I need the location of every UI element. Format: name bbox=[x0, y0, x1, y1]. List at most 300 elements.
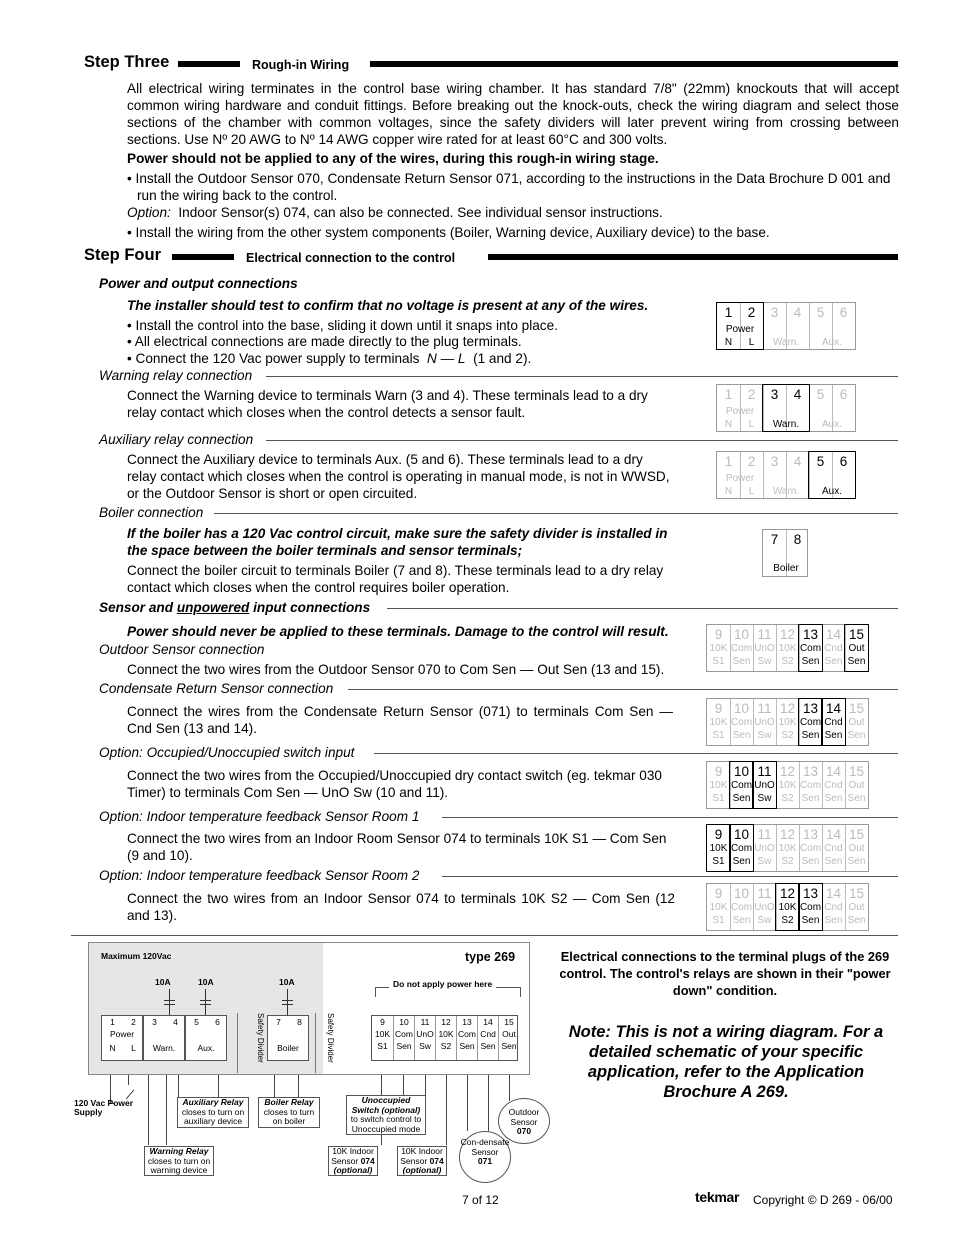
safety-divider bbox=[237, 1013, 255, 1073]
terminal-separator bbox=[845, 884, 846, 930]
boiler-warning: If the boiler has a 120 Vac control circuit, make sure the safety divider is installed in the space between the boiler terminals and sensor terminals; bbox=[127, 526, 668, 558]
section-rule bbox=[374, 753, 898, 754]
rough-in-warning: Power should not be applied to any of the wires, during this rough-in wiring stage. bbox=[127, 151, 659, 166]
outdoor-sensor-text: Connect the two wires from the Outdoor Sensor 070 to Com Sen — Out Sen (13 and 15). bbox=[127, 662, 665, 677]
terminal-separator bbox=[730, 884, 731, 930]
terminal-strip-sensor bbox=[706, 761, 869, 809]
terminal-label: Out bbox=[848, 902, 865, 913]
terminal-cell bbox=[822, 825, 845, 871]
wire bbox=[166, 1075, 167, 1145]
terminal-label: Com bbox=[730, 643, 753, 654]
terminal-label: Com bbox=[730, 902, 753, 913]
wire bbox=[467, 1075, 468, 1131]
terminal-label: Sen bbox=[847, 730, 866, 741]
terminal-number: 10 bbox=[733, 764, 750, 779]
terminal-label: 10K bbox=[709, 902, 728, 913]
sensor-warning: Power should never be applied to these terminals. Damage to the control will result. bbox=[127, 624, 669, 639]
terminal-number: 15 bbox=[848, 627, 865, 642]
auxiliary-relay-text: Connect the Auxiliary device to terminals Aux. (5 and 6). These terminals lead to a dry relay contact which closes when the control is operating in manual mode, is not in WWSD, or the Outdoor Sensor is short or open circuited. bbox=[127, 452, 670, 501]
warn-label: Warn. bbox=[772, 419, 800, 430]
terminal-label: 10K bbox=[778, 643, 797, 654]
fuse-rating: 10A bbox=[155, 977, 171, 987]
terminal-highlight bbox=[798, 624, 823, 672]
terminal-label: S1 bbox=[712, 793, 725, 804]
section-rule bbox=[442, 876, 898, 877]
terminal-label: Com bbox=[799, 902, 822, 913]
line-label: L bbox=[748, 419, 755, 430]
terminal-label: S2 bbox=[781, 656, 794, 667]
terminal-label: Sen bbox=[396, 1041, 412, 1051]
terminal-cell bbox=[707, 884, 730, 930]
section-rule bbox=[214, 513, 898, 514]
terminal-label: 10K bbox=[778, 843, 797, 854]
terminal-label: UnO bbox=[754, 902, 775, 913]
terminal-separator bbox=[730, 699, 731, 745]
relay-contact-icon bbox=[287, 989, 288, 1015]
type-label: type 269 bbox=[465, 950, 516, 964]
terminal-label: UnO bbox=[754, 780, 775, 791]
terminal-number: 4 bbox=[793, 387, 802, 402]
terminal-cell bbox=[799, 825, 822, 871]
safety-divider-label: Safety Divider bbox=[326, 1013, 335, 1063]
terminal-label: Sw bbox=[757, 656, 772, 667]
terminal-label: Sen bbox=[847, 915, 866, 926]
bullet-system-components: • Install the wiring from the other system components (Boiler, Warning device, Auxiliary device) to the base. bbox=[127, 225, 770, 240]
terminal-number: 9 bbox=[714, 827, 723, 842]
fuse-rating: 10A bbox=[198, 977, 214, 987]
diagram-terminal-group bbox=[101, 1015, 143, 1061]
terminal-number: 6 bbox=[839, 387, 848, 402]
terminal-number: 6 bbox=[839, 454, 848, 469]
step-four-header bbox=[84, 247, 898, 267]
terminal-number: 3 bbox=[770, 454, 779, 469]
terminal-number: 10 bbox=[733, 627, 750, 642]
power-bullet-2: • All electrical connections are made directly to the plug terminals. bbox=[127, 334, 522, 349]
terminal-label: Com bbox=[799, 717, 822, 728]
terminal-separator bbox=[730, 625, 731, 671]
terminal-label: Out bbox=[848, 780, 865, 791]
terminal-label: 10K bbox=[709, 780, 728, 791]
terminal-number: 14 bbox=[825, 627, 842, 642]
terminal-number: 12 bbox=[441, 1017, 451, 1027]
terminal-label: Com bbox=[799, 780, 822, 791]
terminal-cell bbox=[707, 762, 730, 808]
diagram-terminal bbox=[414, 1016, 435, 1060]
terminal-separator bbox=[753, 884, 754, 930]
terminal-number: 10 bbox=[733, 701, 750, 716]
diagram-terminal bbox=[435, 1016, 456, 1060]
terminal-label: Sen bbox=[459, 1041, 475, 1051]
terminal-label: Sen bbox=[732, 656, 751, 667]
room1-text: Connect the two wires from an Indoor Room Sensor 074 to terminals 10K S1 — Com Sen (9 and 10). bbox=[127, 831, 667, 863]
condensate-text: Connect the wires from the Condensate Return Sensor (071) to terminals Com Sen — Cnd Sen (13 and 14). bbox=[127, 704, 673, 736]
terminal-label: Sen bbox=[847, 856, 866, 867]
terminal-number: 8 bbox=[793, 532, 802, 547]
terminal-cell bbox=[753, 699, 776, 745]
boiler-text: Connect the boiler circuit to terminals Boiler (7 and 8). These terminals lead to a dry relay contact which closes when the control requires boiler operation. bbox=[127, 563, 664, 595]
section-rule bbox=[266, 440, 898, 441]
terminal-cell bbox=[730, 699, 753, 745]
power-label: Power bbox=[725, 473, 755, 484]
terminal-number: 2 bbox=[747, 387, 756, 402]
diagram-terminal-group bbox=[267, 1015, 309, 1061]
terminal-number: 10 bbox=[733, 886, 750, 901]
terminal-number: 11 bbox=[420, 1017, 430, 1027]
terminal-highlight bbox=[844, 624, 869, 672]
wire bbox=[403, 1075, 404, 1095]
auxiliary-relay-heading: Auxiliary relay connection bbox=[99, 432, 254, 447]
terminal-number: 13 bbox=[802, 627, 819, 642]
terminal-strip-sensor bbox=[706, 824, 869, 872]
terminal-label: S1 bbox=[712, 915, 725, 926]
terminal-number: 14 bbox=[825, 764, 842, 779]
terminal-cell bbox=[845, 825, 868, 871]
terminal-label: Cnd bbox=[824, 717, 843, 728]
terminal-strip-sensor bbox=[706, 698, 869, 746]
terminal-separator bbox=[776, 625, 777, 671]
header-bar bbox=[172, 254, 234, 260]
terminal-number: 13 bbox=[802, 764, 819, 779]
terminal-number: 6 bbox=[839, 305, 848, 320]
boiler-label: Boiler bbox=[773, 563, 799, 574]
terminal-highlight bbox=[716, 302, 764, 350]
terminal-number: 9 bbox=[380, 1017, 385, 1027]
aux-label: Aux. bbox=[821, 419, 842, 430]
terminal-number: 4 bbox=[793, 454, 802, 469]
neutral-label: N bbox=[724, 419, 733, 430]
terminal-label: 10K bbox=[374, 1029, 391, 1039]
occupied-switch-text: Connect the two wires from the Occupied/Unoccupied dry contact switch (eg. tekmar 030 Timer) to terminals Com Sen — UnO Sw (10 and 11). bbox=[127, 768, 662, 800]
terminal-strip-power bbox=[716, 451, 856, 499]
aux-label: Aux. bbox=[821, 337, 842, 348]
terminal-label: S2 bbox=[440, 1041, 452, 1051]
occupied-switch-heading: Option: Occupied/Unoccupied switch input bbox=[99, 745, 355, 760]
terminal-number: 3 bbox=[152, 1017, 157, 1027]
terminal-label: UnO bbox=[754, 717, 775, 728]
terminal-number: 1 bbox=[110, 1017, 115, 1027]
relay-contact-icon bbox=[282, 1004, 293, 1005]
terminal-separator bbox=[753, 625, 754, 671]
diagram-terminal bbox=[477, 1016, 498, 1060]
terminal-number: 14 bbox=[825, 886, 842, 901]
terminal-label: Out bbox=[502, 1029, 516, 1039]
power-label: Power bbox=[109, 1029, 135, 1039]
terminal-label: Sen bbox=[801, 793, 820, 804]
terminal-cell bbox=[753, 825, 776, 871]
outdoor-sensor-circle: Outdoor Sensor 070 bbox=[498, 1098, 550, 1144]
terminal-number: 9 bbox=[714, 701, 723, 716]
terminal-number: 4 bbox=[173, 1017, 178, 1027]
terminal-separator bbox=[845, 762, 846, 808]
relay-contact-icon bbox=[205, 989, 206, 1015]
terminal-label: S1 bbox=[712, 730, 725, 741]
terminal-number: 5 bbox=[194, 1017, 199, 1027]
terminal-label: 10K bbox=[778, 717, 797, 728]
terminal-label: S1 bbox=[377, 1041, 388, 1051]
terminal-highlight bbox=[706, 824, 731, 872]
terminal-label: Com bbox=[799, 643, 822, 654]
terminal-label: S2 bbox=[781, 730, 794, 741]
wire bbox=[488, 1075, 489, 1131]
terminal-number: 11 bbox=[757, 827, 772, 842]
diagram-terminal-group bbox=[371, 1015, 518, 1061]
terminal-label: Sw bbox=[757, 856, 772, 867]
terminal-number: 2 bbox=[131, 1017, 136, 1027]
terminal-label: Com bbox=[730, 843, 753, 854]
section-rule bbox=[348, 689, 898, 690]
wire bbox=[128, 1075, 129, 1085]
terminal-number: 13 bbox=[802, 886, 819, 901]
terminal-separator bbox=[799, 825, 800, 871]
terminal-cell bbox=[730, 884, 753, 930]
terminal-separator bbox=[776, 825, 777, 871]
terminal-cell bbox=[707, 699, 730, 745]
terminal-separator bbox=[753, 699, 754, 745]
terminal-highlight bbox=[762, 384, 810, 432]
terminal-number: 5 bbox=[816, 387, 825, 402]
terminal-label: Sw bbox=[757, 793, 772, 804]
terminal-strip-sensor bbox=[706, 624, 869, 672]
warn-label: Warn. bbox=[772, 337, 800, 348]
terminal-label: Sen bbox=[480, 1041, 496, 1051]
power-warning: The installer should test to confirm that no voltage is present at any of the wires. bbox=[127, 298, 649, 313]
terminal-number: 3 bbox=[770, 305, 779, 320]
tekmar-logo: tekmar bbox=[695, 1189, 740, 1205]
relay-contact-icon bbox=[169, 989, 170, 1015]
power-label: Power bbox=[725, 406, 755, 417]
fuse-rating: 10A bbox=[279, 977, 295, 987]
terminal-label: Sen bbox=[847, 656, 866, 667]
terminal-label: S2 bbox=[781, 793, 794, 804]
power-output-heading: Power and output connections bbox=[99, 276, 298, 291]
aux-label: Aux. bbox=[821, 486, 842, 497]
terminal-number: 11 bbox=[757, 886, 772, 901]
terminal-label: Sen bbox=[824, 793, 843, 804]
wire bbox=[148, 1075, 149, 1145]
diagram-terminal-group bbox=[185, 1015, 227, 1061]
terminal-number: 15 bbox=[848, 827, 865, 842]
terminal-number: 2 bbox=[747, 305, 756, 320]
relay-contact-icon bbox=[200, 1004, 211, 1005]
warn-label: Warn. bbox=[152, 1043, 176, 1053]
terminal-cell bbox=[845, 762, 868, 808]
power-supply-label: 120 Vac Power Supply bbox=[74, 1098, 134, 1117]
terminal-number: 4 bbox=[793, 305, 802, 320]
terminal-label: Com bbox=[730, 717, 753, 728]
terminal-label: 10K bbox=[438, 1029, 454, 1039]
terminal-label: Sen bbox=[732, 793, 751, 804]
relay-contact-icon bbox=[164, 1000, 175, 1001]
diagram-caption: Electrical connections to the terminal plugs of the 269 control. The control's relays are shown in their "power down" condition. bbox=[559, 949, 891, 998]
terminal-strip-power bbox=[716, 302, 856, 350]
terminal-number: 14 bbox=[483, 1017, 493, 1027]
terminal-label: UnO bbox=[416, 1029, 434, 1039]
terminal-label: S2 bbox=[781, 915, 794, 926]
max-voltage-label: Maximum 120Vac bbox=[101, 951, 172, 961]
step-three-paragraph: All electrical wiring terminates in the control base wiring chamber. It has standard 7/8" (22mm) knockouts that will accept common wiring hardware and conduit fittings. Before breaking out the knock-outs, check the wiring diagram and select those sections of the chamber with common voltages, since the safety dividers will later prevent wiring from crossing between sections. Use Nº 20 AWG to Nº 14 AWG copper wire rated for at least 60°C and 300 volts. bbox=[127, 81, 899, 147]
line-label: L bbox=[748, 337, 755, 348]
diagram-terminal-group bbox=[143, 1015, 185, 1061]
terminal-label: Sen bbox=[732, 730, 751, 741]
terminal-label: Com bbox=[395, 1029, 413, 1039]
terminal-cell bbox=[845, 699, 868, 745]
wire bbox=[274, 1075, 275, 1097]
terminal-number: 5 bbox=[816, 305, 825, 320]
terminal-number: 15 bbox=[848, 886, 865, 901]
diagram-terminal bbox=[498, 1016, 519, 1060]
step-four-subtitle: Electrical connection to the control bbox=[246, 251, 456, 265]
neutral-label: N bbox=[724, 486, 733, 497]
terminal-number: 12 bbox=[779, 627, 796, 642]
boiler-relay-box: Boiler Relay closes to turn on boiler bbox=[258, 1097, 320, 1128]
neutral-label: N bbox=[109, 1043, 116, 1053]
terminal-highlight bbox=[798, 698, 823, 746]
terminal-label: 10K bbox=[709, 717, 728, 728]
terminal-label: Com bbox=[799, 843, 822, 854]
terminal-number: 8 bbox=[297, 1017, 302, 1027]
room2-text: Connect the two wires from an Indoor Sensor 074 to terminals 10K S2 — Com Sen (12 and 13). bbox=[127, 891, 675, 923]
section-rule bbox=[442, 817, 898, 818]
terminal-label: 10K bbox=[709, 843, 728, 854]
wire bbox=[509, 1075, 510, 1101]
terminal-label: Sen bbox=[824, 730, 843, 741]
indoor-sensor-2-box: 10K Indoor Sensor 074 (optional) bbox=[397, 1146, 447, 1176]
header-bar bbox=[488, 254, 898, 260]
terminal-number: 11 bbox=[757, 764, 772, 779]
terminal-number: 12 bbox=[779, 827, 796, 842]
terminal-label: Sen bbox=[801, 656, 820, 667]
terminal-label: 10K bbox=[709, 643, 728, 654]
terminal-label: Com bbox=[458, 1029, 476, 1039]
terminal-label: Sen bbox=[801, 730, 820, 741]
power-bullet-1: • Install the control into the base, sliding it down until it snaps into place. bbox=[127, 318, 558, 333]
room2-heading: Option: Indoor temperature feedback Sensor Room 2 bbox=[99, 868, 420, 883]
terminal-label: Cnd bbox=[824, 843, 843, 854]
terminal-number: 7 bbox=[276, 1017, 281, 1027]
terminal-label: Sw bbox=[757, 915, 772, 926]
warning-relay-heading: Warning relay connection bbox=[99, 368, 253, 383]
terminal-cell bbox=[822, 762, 845, 808]
terminal-label: Out bbox=[848, 717, 865, 728]
terminal-diagram bbox=[88, 942, 530, 1075]
terminal-label: Sen bbox=[824, 856, 843, 867]
sensor-input-heading: Sensor and unpowered input connections bbox=[99, 600, 371, 615]
terminal-number: 12 bbox=[779, 886, 796, 901]
header-bar bbox=[178, 61, 240, 67]
indoor-sensor-1-box: 10K Indoor Sensor 074 (optional) bbox=[328, 1146, 378, 1176]
terminal-cell bbox=[799, 762, 822, 808]
terminal-label: Out bbox=[848, 643, 865, 654]
auxiliary-relay-box: Auxiliary Relay closes to turn on auxiliary device bbox=[177, 1097, 249, 1128]
terminal-number: 13 bbox=[462, 1017, 472, 1027]
terminal-number: 11 bbox=[757, 627, 772, 642]
header-bar bbox=[370, 61, 898, 67]
terminal-cell bbox=[707, 625, 730, 671]
diagram-terminal bbox=[456, 1016, 477, 1060]
terminal-number: 15 bbox=[848, 764, 865, 779]
terminal-cell bbox=[753, 625, 776, 671]
relay-contact-icon bbox=[164, 1004, 175, 1005]
terminal-strip-sensor bbox=[706, 883, 869, 931]
section-rule bbox=[387, 608, 898, 609]
terminal-label: Sen bbox=[501, 1041, 517, 1051]
terminal-label: S2 bbox=[781, 856, 794, 867]
terminal-cell bbox=[822, 884, 845, 930]
terminal-label: Sen bbox=[824, 656, 843, 667]
terminal-label: 10K bbox=[778, 902, 797, 913]
power-label: Power bbox=[725, 324, 755, 335]
terminal-label: Cnd bbox=[824, 780, 843, 791]
do-not-apply-label: Do not apply power here bbox=[389, 979, 496, 989]
terminal-highlight bbox=[752, 761, 777, 809]
line-label: L bbox=[131, 1043, 136, 1053]
relay-contact-icon bbox=[200, 1000, 211, 1001]
terminal-number: 15 bbox=[848, 701, 865, 716]
room1-heading: Option: Indoor temperature feedback Sensor Room 1 bbox=[99, 809, 420, 824]
power-bullet-3: • Connect the 120 Vac power supply to terminals N — L (1 and 2). bbox=[127, 351, 532, 366]
terminal-number: 13 bbox=[802, 701, 819, 716]
terminal-highlight bbox=[729, 824, 754, 872]
terminal-separator bbox=[822, 825, 823, 871]
terminal-label: Sen bbox=[801, 915, 820, 926]
wire bbox=[446, 1075, 447, 1145]
terminal-label: S1 bbox=[712, 656, 725, 667]
wire bbox=[178, 1075, 179, 1097]
step-three-subtitle: Rough-in Wiring bbox=[252, 58, 350, 72]
terminal-separator bbox=[845, 825, 846, 871]
page-number: 7 of 12 bbox=[462, 1193, 499, 1207]
terminal-highlight bbox=[729, 761, 754, 809]
diagram-terminal bbox=[393, 1016, 414, 1060]
terminal-number: 3 bbox=[770, 387, 779, 402]
terminal-number: 6 bbox=[215, 1017, 220, 1027]
terminal-label: Sen bbox=[847, 793, 866, 804]
terminal-highlight bbox=[775, 883, 800, 931]
terminal-label: Cnd bbox=[824, 902, 843, 913]
terminal-label: Sw bbox=[419, 1041, 431, 1051]
terminal-label: Sen bbox=[732, 915, 751, 926]
terminal-number: 13 bbox=[802, 827, 819, 842]
bullet-sensors-line1: • Install the Outdoor Sensor 070, Condensate Return Sensor 071, according to the instructions in the Data Brochure D 001 and bbox=[127, 171, 891, 186]
wire bbox=[218, 1075, 219, 1097]
terminal-number: 12 bbox=[779, 764, 796, 779]
neutral-label: N bbox=[724, 337, 733, 348]
terminal-number: 5 bbox=[816, 454, 825, 469]
terminal-number: 2 bbox=[747, 454, 756, 469]
terminal-highlight bbox=[798, 883, 823, 931]
terminal-label: S1 bbox=[712, 856, 725, 867]
warn-label: Warn. bbox=[772, 486, 800, 497]
aux-label: Aux. bbox=[197, 1043, 215, 1053]
terminal-highlight bbox=[808, 451, 856, 499]
terminal-label: Sw bbox=[757, 730, 772, 741]
terminal-number: 7 bbox=[770, 532, 779, 547]
terminal-label: Sen bbox=[732, 856, 751, 867]
safety-divider-label: Safety Divider bbox=[256, 1013, 265, 1063]
terminal-label: 10K bbox=[778, 780, 797, 791]
terminal-cell bbox=[776, 625, 799, 671]
terminal-number: 1 bbox=[724, 454, 733, 469]
terminal-number: 9 bbox=[714, 886, 723, 901]
terminal-label: Com bbox=[730, 780, 753, 791]
terminal-number: 14 bbox=[825, 827, 842, 842]
terminal-number: 9 bbox=[714, 764, 723, 779]
wire bbox=[298, 1075, 299, 1097]
boiler-heading: Boiler connection bbox=[99, 505, 204, 520]
terminal-cell bbox=[730, 625, 753, 671]
terminal-label: UnO bbox=[754, 643, 775, 654]
unoccupied-switch-box: Unoccupied Switch (optional) to switch control to Unoccupied mode bbox=[346, 1095, 426, 1135]
